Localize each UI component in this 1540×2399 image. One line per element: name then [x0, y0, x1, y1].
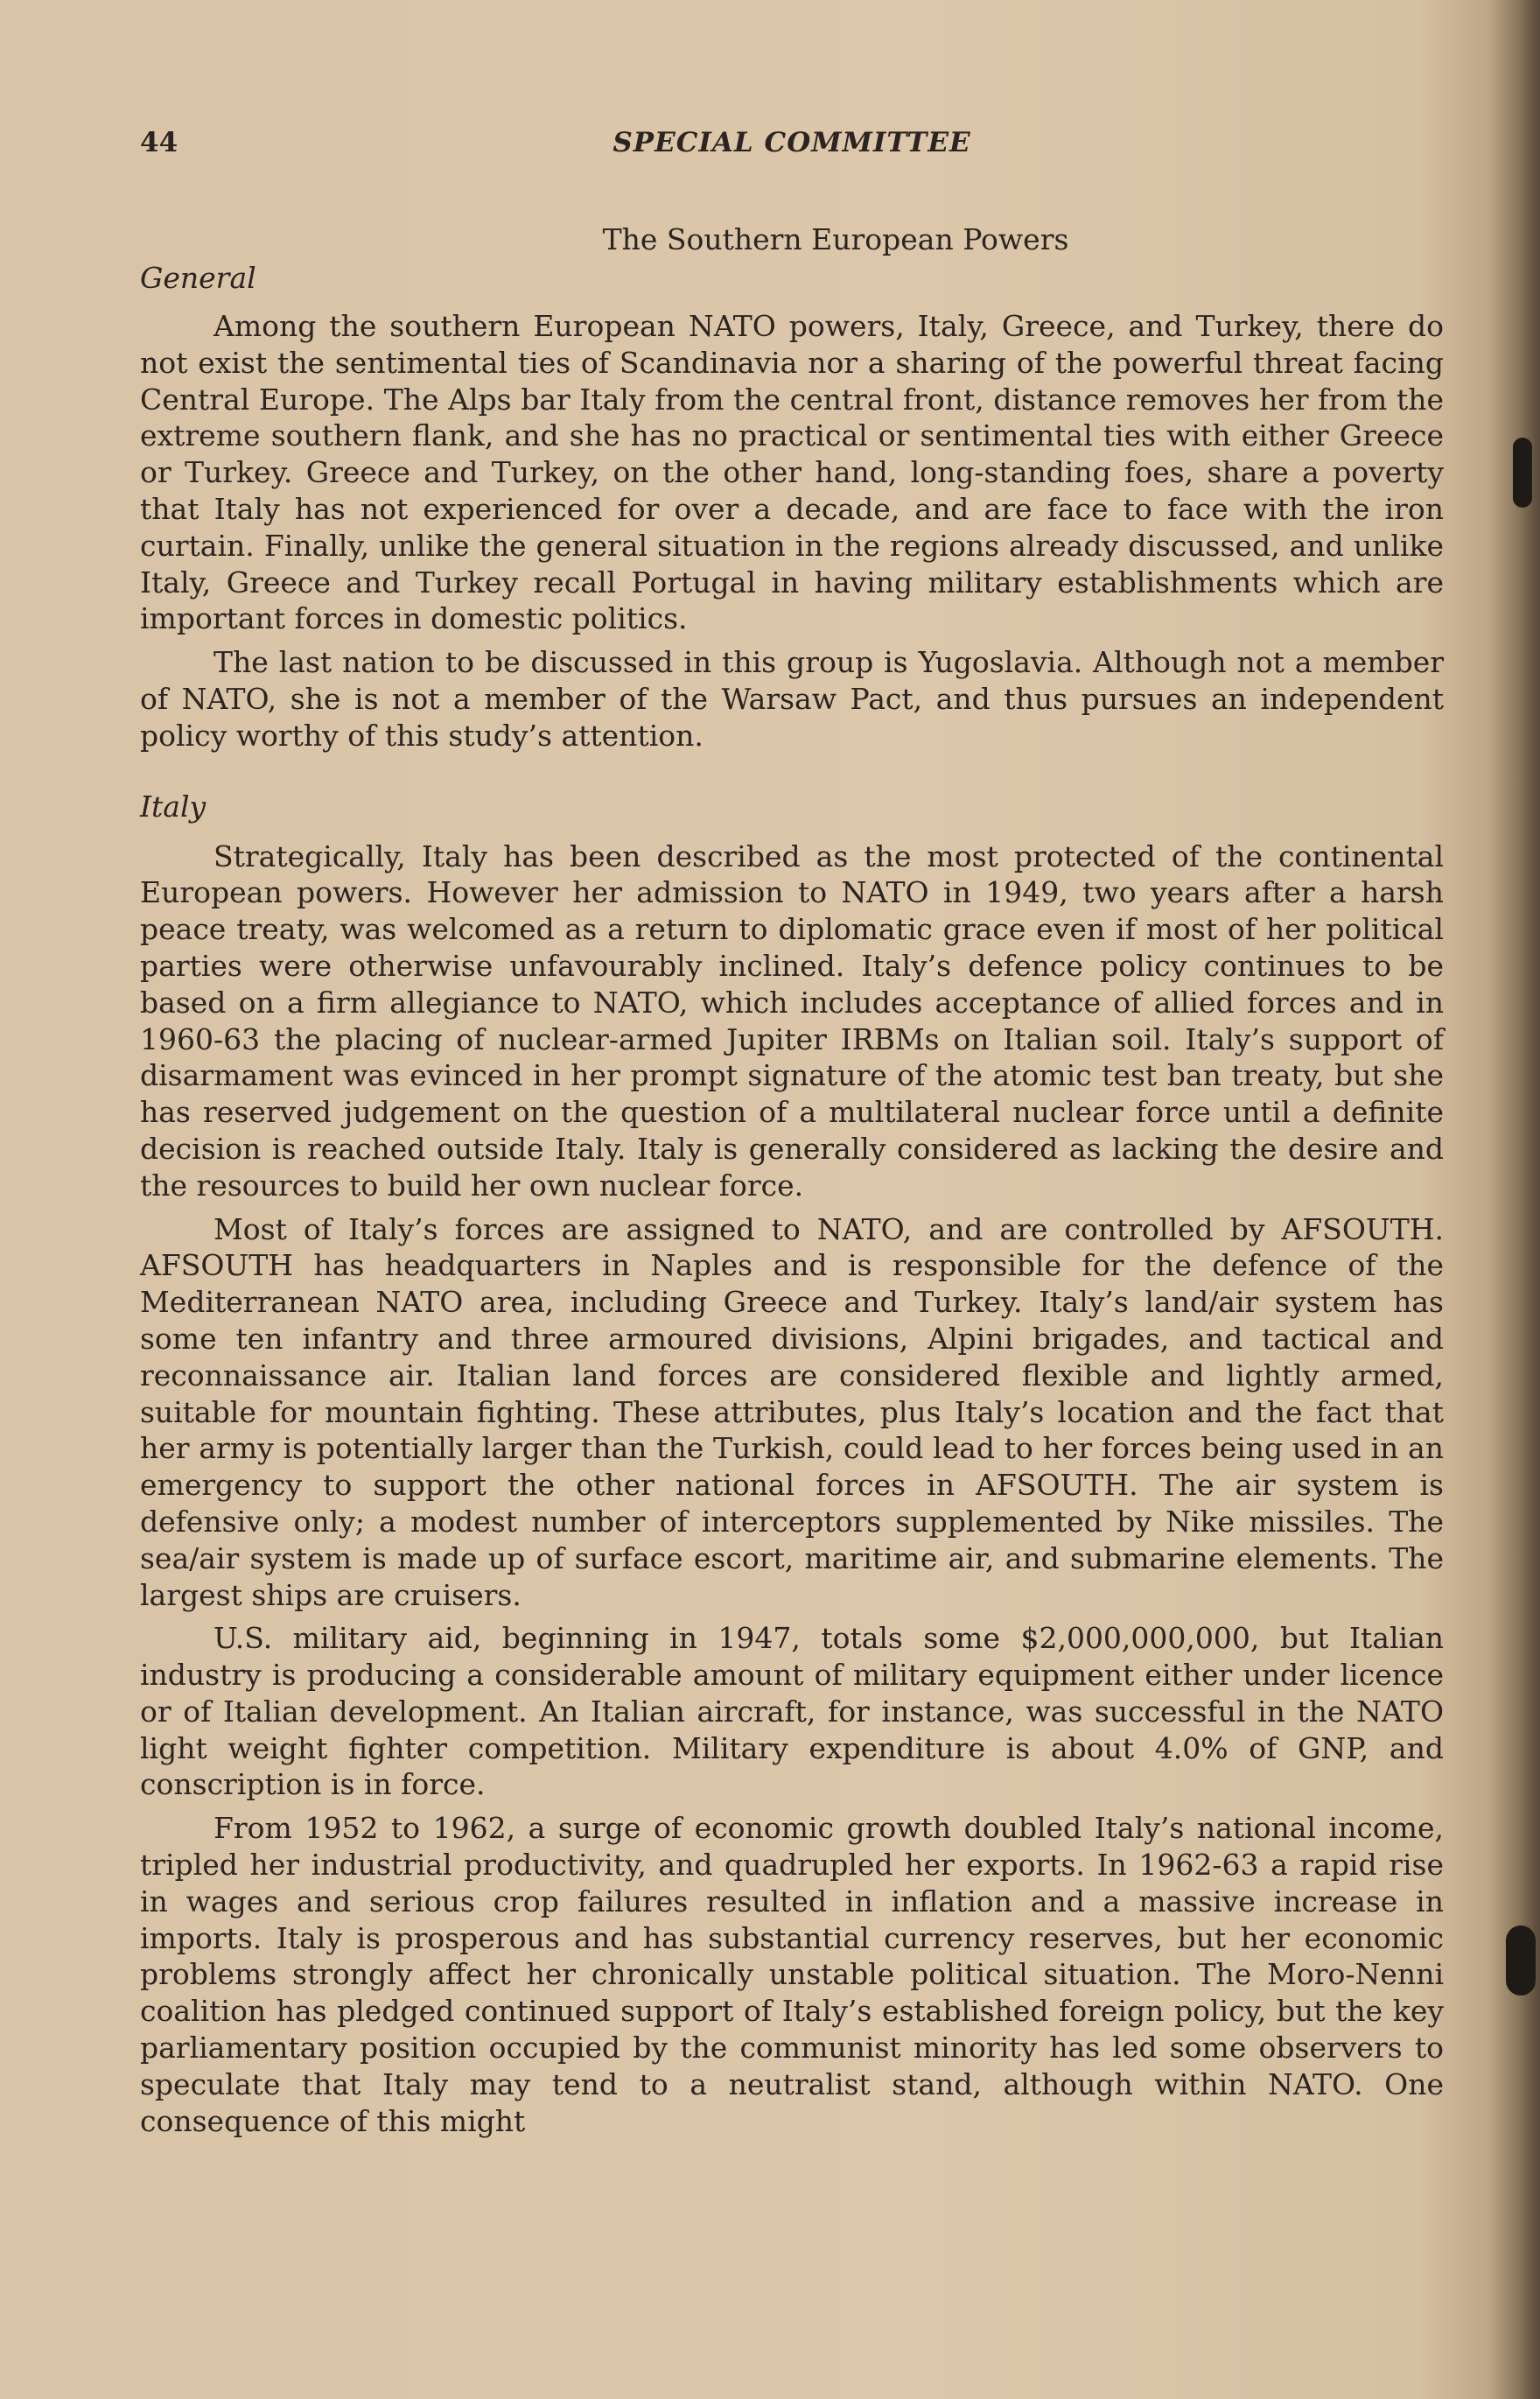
- page-number: 44: [140, 127, 178, 158]
- running-head: [140, 127, 1444, 165]
- paragraph: Among the southern European NATO powers, Italy, Greece, and Turkey, there do not exist the sentimental ties of Scandinavia nor a sharing of the powerful threat facing Central Europe. The Alps bar Italy from the central front, distance removes her from the extreme southern flank, and she has no practical or sentimental ties with either Greece or Turkey. Greece and Turkey, on the other hand, long-standing foes, share a poverty that Italy has not experienced for over a decade, and are face to face with the iron curtain. Finally, unlike the general situation in the regions already discussed, and unlike Italy, Greece and Turkey recall Portugal in having military establishments which are important forces in domestic politics.: [140, 309, 1444, 636]
- paragraph: The last nation to be discussed in this group is Yugoslavia. Although not a member of NATO, she is not a member of the Warsaw Pact, and thus pursues an independent policy worthy of this study’s attention.: [140, 645, 1444, 753]
- paragraph: U.S. military aid, beginning in 1947, totals some $2,000,000,000, but Italian industry is producing a considerable amount of military equipment either under licence or of Italian development. An Italian aircraft, for instance, was successful in the NATO light weight fighter competition. Military expenditure is about 4.0% of GNP, and conscription is in force.: [140, 1621, 1444, 1802]
- subheading-italy: Italy: [140, 789, 206, 824]
- binding-shadow: [1488, 0, 1540, 2399]
- section-title: The Southern European Powers: [602, 222, 1069, 256]
- subheading-general: General: [140, 261, 256, 295]
- paragraph: Strategically, Italy has been described as the most protected of the continental European powers. However her admission to NATO in 1949, two years after a harsh peace treaty, was welcomed as a return to diplomatic grace even if most of her political parties were otherwise unfavourably inclined. Italy’s defence policy continues to be based on a firm allegiance to NATO, which includes acceptance of allied forces and in 1960-63 the placing of nuclear-armed Jupiter IRBMs on Italian soil. Italy’s support of disarmament was evinced in her prompt signature of the atomic test ban treaty, but she has reserved judgement on the question of a multilateral nuclear force until a definite decision is reached outside Italy. Italy is generally considered as lacking the desire and the resources to build her own nuclear force.: [140, 838, 1444, 1203]
- running-title: SPECIAL COMMITTEE: [612, 127, 971, 158]
- page-body: [140, 221, 1444, 2146]
- binder-hole: [1513, 438, 1532, 508]
- paragraph: From 1952 to 1962, a surge of economic growth doubled Italy’s national income, tripled her industrial productivity, and quadrupled her exports. In 1962-63 a rapid rise in wages and serious crop failures resulted in inflation and a massive increase in imports. Italy is prosperous and has substantial currency reserves, but her economic problems strongly affect her chronically unstable political situation. The Moro-Nenni coalition has pledged continued support of Italy’s established foreign policy, but the key parliamentary position occupied by the communist minority has led some observers to speculate that Italy may tend to a neutralist stand, although within NATO. One consequence of this might: [140, 1811, 1444, 2138]
- paragraph: Most of Italy’s forces are assigned to NATO, and are controlled by AFSOUTH. AFSOUTH has headquarters in Naples and is responsible for the defence of the Mediterranean NATO area, including Greece and Turkey. Italy’s land/air system has some ten infantry and three armoured divisions, Alpini brigades, and tactical and reconnaissance air. Italian land forces are considered flexible and lightly armed, suitable for mountain fighting. These attributes, plus Italy’s location and the fact that her army is potentially larger than the Turkish, could lead to her forces being used in an emergency to support the other national forces in AFSOUTH. The air system is defensive only; a modest number of interceptors supplemented by Nike missiles. The sea/air system is made up of surface escort, maritime air, and submarine elements. The largest ships are cruisers.: [140, 1211, 1444, 1612]
- binder-hole: [1506, 1926, 1536, 1996]
